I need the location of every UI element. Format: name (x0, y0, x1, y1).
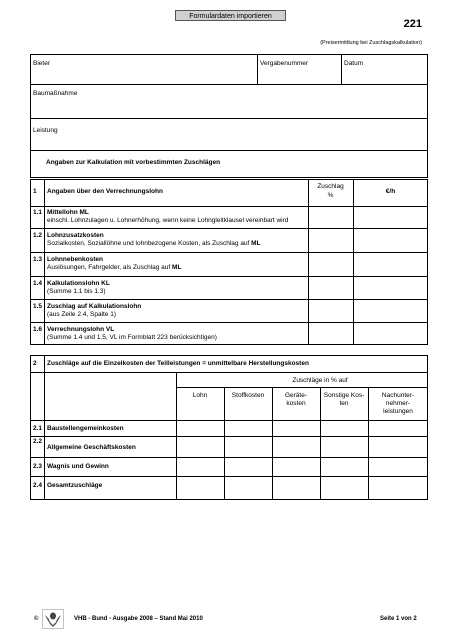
edition-text: VHB - Bund - Ausgabe 2008 – Stand Mai 2010 (74, 616, 203, 622)
row-title: Mittellohn ML (47, 209, 89, 216)
divider (30, 299, 428, 300)
zuschlaege-group-header: Zuschläge in % auf (292, 377, 348, 384)
row-description: (aus Zeile 2.4, Spalte 1) (47, 311, 117, 318)
divider (30, 150, 428, 151)
row-description: Auslösungen, Fahrgelder, als Zuschlag auf ML (47, 264, 182, 271)
row-title: Allgemeine Geschäftskosten (47, 444, 136, 451)
row-number: 2.1 (33, 425, 43, 432)
row-number: 1.6 (33, 326, 43, 333)
zuschlag-column-label: Zuschlag (317, 183, 344, 190)
section1-number: 1 (33, 188, 37, 195)
row-number: 1.4 (33, 280, 43, 287)
bieter-label: Bieter (33, 60, 50, 67)
row-title: Wagnis und Gewinn (47, 463, 109, 470)
divider (30, 118, 428, 119)
nachunternehmer-column-label-line1: Nachunter- (381, 392, 415, 399)
divider (30, 206, 428, 207)
row-title: Kalkulationslohn KL (47, 280, 110, 287)
divider (30, 252, 428, 253)
lohn-column-label: Lohn (192, 392, 208, 399)
divider (44, 355, 45, 500)
row-number: 2.2 (33, 438, 43, 445)
row-description: (Summe 1.1 bis 1.3) (47, 288, 106, 295)
form-number: 221 (403, 18, 422, 30)
row-number: 2.3 (33, 463, 43, 470)
geraetekosten-column-label-line1: Geräte- (284, 392, 308, 399)
row-title: Lohnnebenkosten (47, 256, 103, 263)
section-heading: Angaben zur Kalkulation mit vorbestimmten Zuschlägen (46, 159, 221, 166)
copyright-symbol: © (34, 616, 39, 622)
row-number: 1.5 (33, 303, 43, 310)
section2-title: Zuschläge auf die Einzelkosten der Teilleistungen = unmittelbare Herstellungskosten (47, 360, 309, 367)
federal-eagle-logo (42, 609, 64, 629)
row-number: 1.3 (33, 256, 43, 263)
divider (30, 276, 428, 277)
percent-column-label: % (327, 192, 334, 199)
vergabenummer-label: Vergabenummer (260, 60, 309, 67)
row-number: 1.1 (33, 209, 43, 216)
divider (30, 322, 428, 323)
section1-title: Angaben über den Verrechnungslohn (47, 188, 163, 195)
nachunternehmer-column-label-line2: nehmer- (385, 400, 411, 407)
row-title: Verrechnungslohn VL (47, 326, 115, 333)
divider (30, 372, 428, 373)
divider (30, 228, 428, 229)
stoffkosten-column-label: Stoffkosten (231, 392, 265, 399)
row-title: Gesamtzuschläge (47, 482, 103, 489)
row-description: einschl. Lohnzulagen u. Lohnerhöhung, wenn keine Lohngleitklausel vereinbart wird (47, 217, 289, 224)
divider (30, 84, 428, 85)
row-number: 2.4 (33, 482, 43, 489)
import-form-data-button[interactable]: Formulardaten importieren (175, 10, 286, 21)
page-number: Seite 1 von 2 (380, 616, 417, 622)
row-description: Sozialkosten, Soziallöhne und lohnbezogene Kosten, als Zuschlag auf ML (47, 240, 261, 247)
eur-per-hour-column-label: €/h (385, 188, 396, 195)
row-title: Lohnzusatzkosten (47, 232, 104, 239)
section2-number: 2 (33, 360, 37, 367)
sonstige-kosten-column-label-line1: Sonstige Kos- (323, 392, 365, 399)
divider (257, 54, 258, 84)
row-title: Zuschlag auf Kalkulationslohn (47, 303, 142, 310)
divider (353, 179, 354, 345)
baumassnahme-label: Baumaßnahme (33, 90, 78, 97)
row-number: 1.2 (33, 232, 43, 239)
divider (341, 54, 342, 84)
form-subtitle: (Preisermittlung bei Zuschlagskalkulation) (320, 40, 422, 46)
sonstige-kosten-column-label-line2: ten (339, 400, 349, 407)
divider (176, 387, 428, 388)
divider (308, 179, 309, 345)
row-description: (Summe 1.4 und 1.5, VL im Formblatt 223 berücksichtigen) (47, 334, 217, 341)
geraetekosten-column-label-line2: kosten (286, 400, 306, 407)
divider (224, 387, 225, 500)
nachunternehmer-column-label-line3: leistungen (383, 408, 413, 415)
divider (44, 179, 45, 345)
row-title: Baustellengemeinkosten (47, 425, 124, 432)
datum-label: Datum (344, 60, 364, 67)
leistung-label: Leistung (33, 127, 58, 134)
